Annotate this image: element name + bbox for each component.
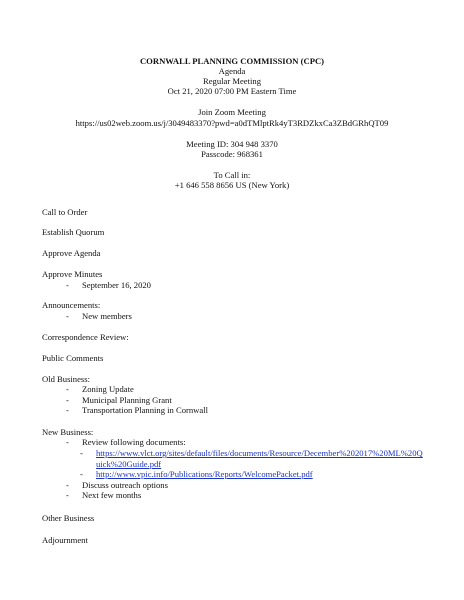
passcode: Passcode: 968361 (201, 149, 263, 159)
list-item: - Next few months (66, 490, 142, 500)
meeting-datetime: Oct 21, 2020 07:00 PM Eastern Time (167, 86, 297, 96)
call-in-phone: +1 646 558 8656 US (New York) (174, 180, 290, 190)
vpic-welcome-packet-link[interactable]: http://www.vpic.info/Publications/Reports/WelcomePacket.pdf (96, 469, 313, 479)
call-in-label: To Call in: (213, 170, 251, 180)
review-documents: Review following documents: (82, 437, 186, 447)
agenda-old-business: Old Business: (42, 374, 90, 384)
list-item: - Review following documents: (66, 437, 186, 447)
agenda-announcements: Announcements: (42, 300, 101, 310)
agenda-public-comments: Public Comments (42, 353, 104, 363)
list-item: - Transportation Planning in Cornwall (66, 405, 208, 415)
agenda-approve-agenda: Approve Agenda (42, 248, 101, 258)
old-item-transportation: Transportation Planning in Cornwall (82, 405, 208, 415)
meeting-id: Meeting ID: 304 948 3370 (186, 139, 278, 149)
old-item-zoning: Zoning Update (82, 384, 134, 394)
discuss-outreach: Discuss outreach options (82, 480, 168, 490)
old-item-grant: Municipal Planning Grant (82, 395, 172, 405)
document-subtitle: Agenda (218, 66, 246, 76)
agenda-approve-minutes: Approve Minutes (42, 269, 103, 279)
agenda-call-to-order: Call to Order (42, 207, 88, 217)
document-title: CORNWALL PLANNING COMMISSION (CPC) (139, 56, 325, 66)
agenda-establish-quorum: Establish Quorum (42, 227, 105, 237)
new-members: New members (82, 311, 132, 321)
agenda-new-business: New Business: (42, 427, 94, 437)
zoom-url[interactable]: https://us02web.zoom.us/j/3049483370?pwd=a0dTMlptRk4yT3RDZkxCa3ZBdGRhQT09 (75, 118, 389, 128)
list-item: - https://www.vlct.org/sites/default/files/documents/Resource/December%202017%20ML%20Quick%20Guide.pdf (80, 448, 423, 469)
list-item: - New members (66, 311, 132, 321)
meeting-type: Regular Meeting (203, 76, 261, 86)
agenda-correspondence: Correspondence Review: (42, 332, 129, 342)
agenda-adjournment: Adjournment (42, 535, 88, 545)
list-item: - Zoning Update (66, 384, 134, 394)
agenda-other-business: Other Business (42, 513, 95, 523)
minutes-date: September 16, 2020 (82, 280, 151, 290)
vlct-guide-link[interactable]: https://www.vlct.org/sites/default/files/documents/Resource/December%202017%20ML%20Quick%20Guide.pdf (96, 448, 423, 469)
next-few-months: Next few months (82, 490, 142, 500)
list-item: - http://www.vpic.info/Publications/Reports/WelcomePacket.pdf (80, 469, 313, 479)
list-item: - September 16, 2020 (66, 280, 151, 290)
zoom-label: Join Zoom Meeting (198, 107, 266, 117)
list-item: - Municipal Planning Grant (66, 395, 172, 405)
list-item: - Discuss outreach options (66, 480, 168, 490)
